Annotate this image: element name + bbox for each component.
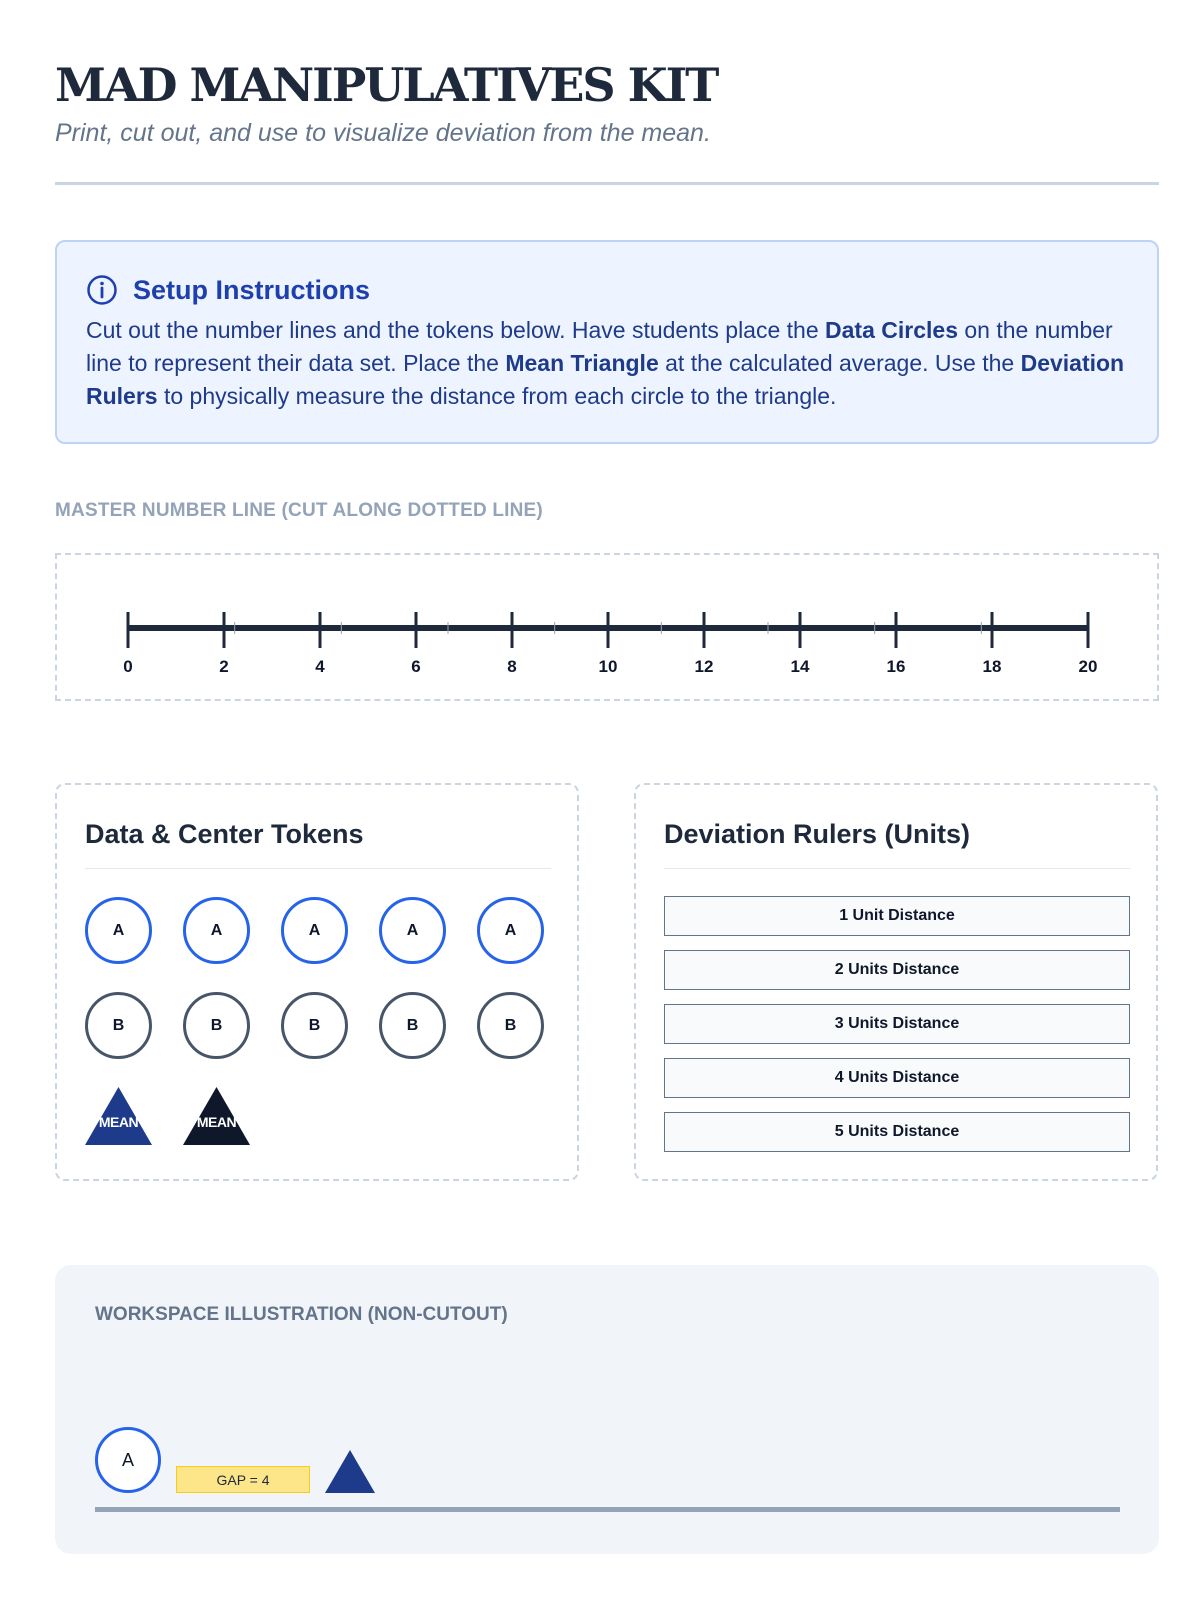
mean-token-row xyxy=(85,1087,565,1145)
workspace-number-line xyxy=(95,1507,1120,1512)
setup-header xyxy=(86,274,370,306)
setup-instructions-box xyxy=(55,240,1159,444)
setup-text-part: at the calculated average. Use the xyxy=(658,350,1021,376)
number-line-label: MASTER NUMBER LINE (CUT ALONG DOTTED LINE) xyxy=(55,500,543,521)
data-circle-b[interactable]: B xyxy=(477,992,544,1059)
page-title: MAD MANIPULATIVES KIT xyxy=(55,58,718,112)
workspace-data-circle: A xyxy=(95,1427,161,1493)
data-circle-a[interactable]: A xyxy=(379,897,446,964)
tick-label: 10 xyxy=(598,657,618,676)
deviation-ruler[interactable]: 5 Units Distance xyxy=(664,1112,1130,1152)
a-token-row xyxy=(85,897,565,964)
info-icon xyxy=(86,274,118,306)
tokens-panel-title: Data & Center Tokens xyxy=(85,819,364,849)
tick-label: 6 xyxy=(411,657,421,676)
tick-label: 16 xyxy=(886,657,906,676)
setup-title: Setup Instructions xyxy=(133,274,371,305)
tick-label: 8 xyxy=(507,657,517,676)
setup-text xyxy=(86,314,1136,413)
mean-triangle-token[interactable] xyxy=(183,1087,250,1145)
data-circle-a[interactable]: A xyxy=(281,897,348,964)
deviation-ruler[interactable]: 4 Units Distance xyxy=(664,1058,1130,1098)
tick-label: 14 xyxy=(790,657,810,676)
data-circle-a[interactable]: A xyxy=(477,897,544,964)
deviation-ruler[interactable]: 1 Unit Distance xyxy=(664,896,1130,936)
data-circle-a[interactable]: A xyxy=(183,897,250,964)
data-circle-a[interactable]: A xyxy=(85,897,152,964)
mean-triangle-label: MEAN xyxy=(196,1114,237,1130)
deviation-ruler[interactable]: 2 Units Distance xyxy=(664,950,1130,990)
data-circle-b[interactable]: B xyxy=(379,992,446,1059)
workspace-label: WORKSPACE ILLUSTRATION (NON-CUTOUT) xyxy=(95,1304,508,1325)
mean-triangle-token[interactable] xyxy=(85,1087,152,1145)
data-circle-b[interactable]: B xyxy=(281,992,348,1059)
header-divider xyxy=(55,182,1159,185)
tokens-panel xyxy=(55,783,579,1181)
token-grid xyxy=(85,897,565,1145)
rulers-panel-divider xyxy=(664,868,1130,869)
number-line-cutout xyxy=(55,553,1159,701)
tick-label: 18 xyxy=(982,657,1002,676)
mean-triangle-term: Mean Triangle xyxy=(505,350,659,376)
number-line xyxy=(57,555,1161,703)
tick-label: 2 xyxy=(219,657,229,676)
data-circle-b[interactable]: B xyxy=(85,992,152,1059)
page-subtitle: Print, cut out, and use to visualize deviation from the mean. xyxy=(55,119,711,147)
tick-label: 20 xyxy=(1078,657,1098,676)
rulers-panel xyxy=(634,783,1158,1181)
rulers-panel-title: Deviation Rulers (Units) xyxy=(664,819,971,849)
workspace-mean-triangle xyxy=(325,1450,375,1493)
mean-triangle-label: MEAN xyxy=(98,1114,139,1130)
workspace-illustration xyxy=(55,1265,1159,1554)
tick-label: 4 xyxy=(315,657,325,676)
tick-label: 0 xyxy=(123,657,133,676)
ruler-list xyxy=(664,896,1130,1166)
deviation-rulers-term: Deviation Rulers xyxy=(86,350,1125,409)
tick-label: 12 xyxy=(694,657,714,676)
tokens-panel-divider xyxy=(85,868,551,869)
b-token-row xyxy=(85,992,565,1059)
data-circles-term: Data Circles xyxy=(825,317,958,343)
setup-text-part: Cut out the number lines and the tokens below. Have students place the xyxy=(86,317,826,343)
setup-text-part: to physically measure the distance from each circle to the triangle. xyxy=(157,383,837,409)
deviation-ruler[interactable]: 3 Units Distance xyxy=(664,1004,1130,1044)
gap-ruler: GAP = 4 xyxy=(176,1466,310,1493)
setup-text-part: on the number line to represent their data set. Place the xyxy=(86,317,1113,376)
data-circle-b[interactable]: B xyxy=(183,992,250,1059)
